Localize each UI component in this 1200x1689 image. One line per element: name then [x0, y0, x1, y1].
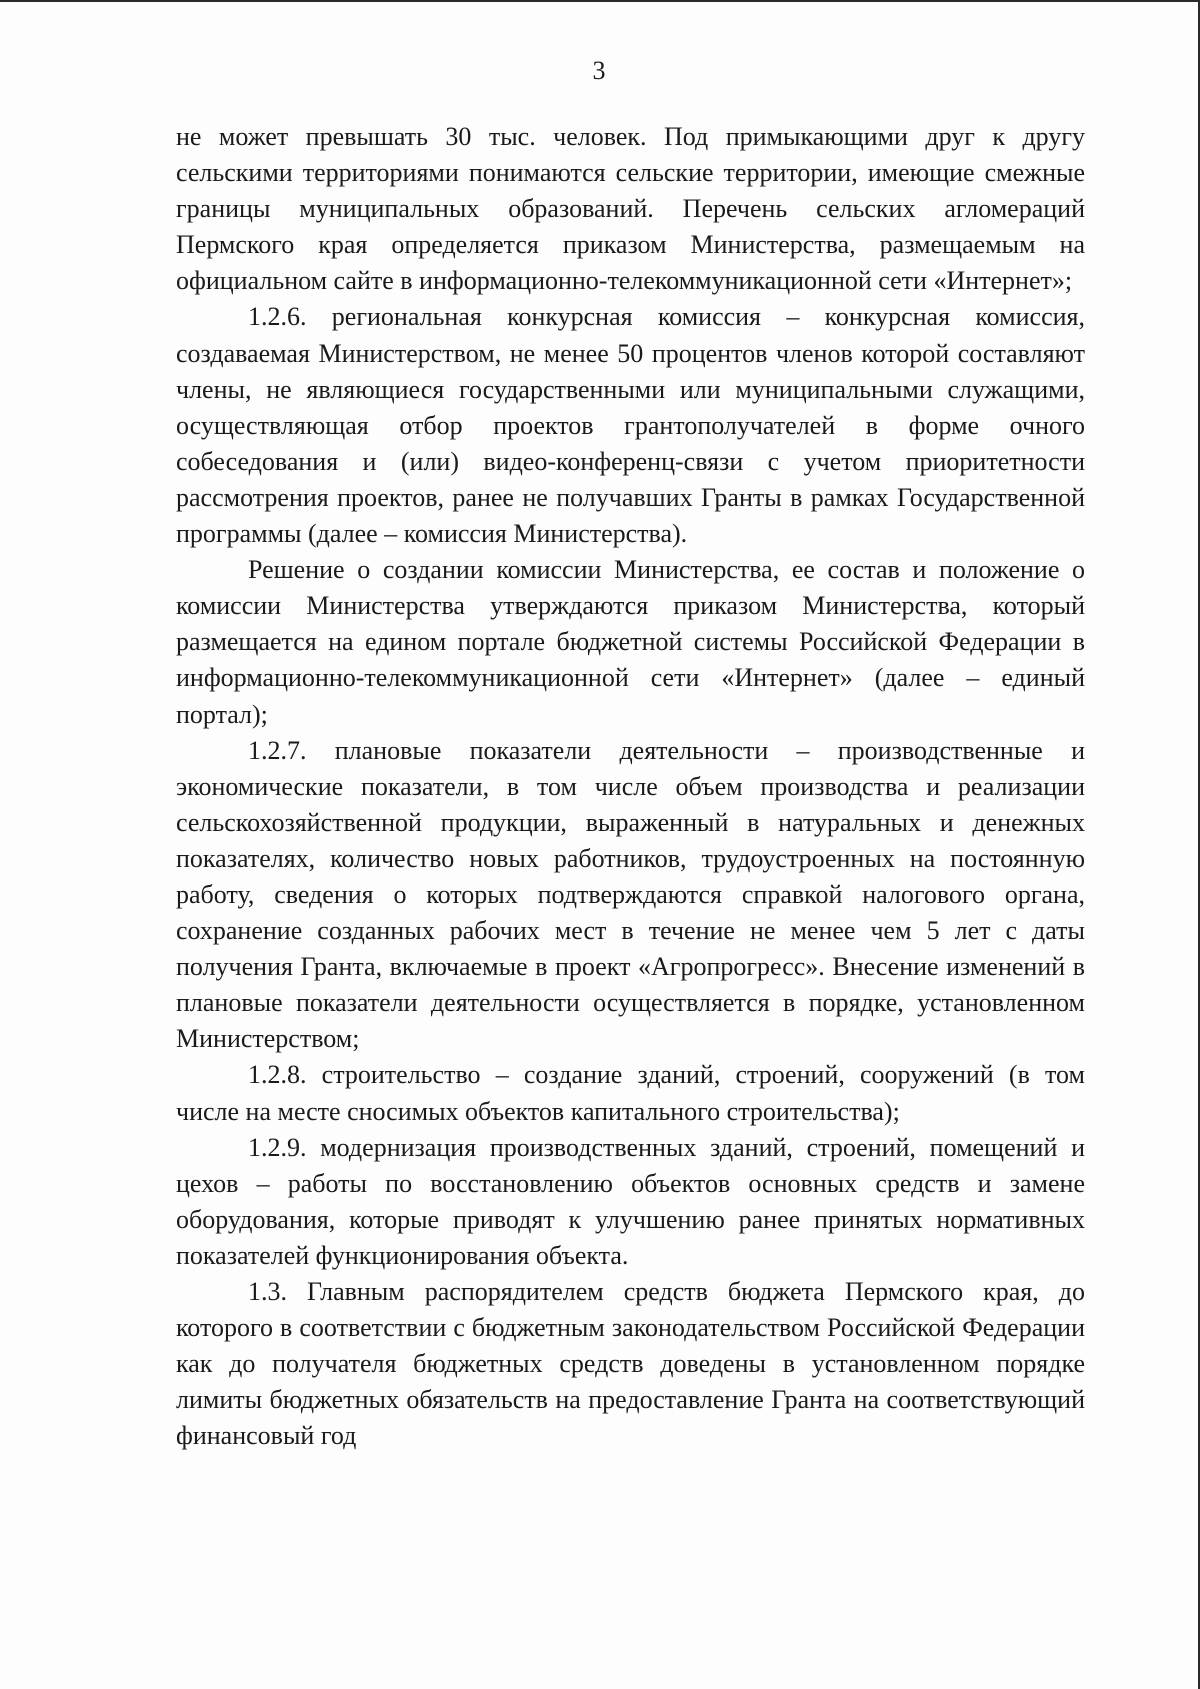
- paragraph-1-2-8: 1.2.8. строительство – создание зданий, строений, сооружений (в том числе на месте сносимых объектов капитального строительства);: [176, 1060, 1085, 1126]
- paragraph-1-2-6: 1.2.6. региональная конкурсная комиссия – конкурсная комиссия, создаваемая Министерством, не менее 50 процентов членов которой составляют члены, не являющиеся государственными или муниципальными служащими, осуществляющая отбор проектов грантополучателей в форме очного собеседования и (или) видео-конференц-связи с учетом приоритетности рассмотрения проектов, ранее не получавших Гранты в рамках Государственной программы (далее – комиссия Министерства).: [176, 302, 1085, 549]
- paragraph-1-2-7: 1.2.7. плановые показатели деятельности – производственные и экономические показатели, в том числе объем производства и реализации сельскохозяйственной продукции, выраженный в натуральных и денежных показателях, количество новых работников, трудоустроенных на постоянную работу, сведения о которых подтверждаются справкой налогового органа, сохранение созданных рабочих мест в течение не менее чем 5 лет с даты получения Гранта, включаемые в проект «Агропрогресс». Внесение изменений в плановые показатели деятельности осуществляется в порядке, установленном Министерством;: [176, 735, 1085, 1054]
- paragraph-1: не может превышать 30 тыс. человек. Под примыкающими друг к другу сельскими территориями понимаются сельские территории, имеющие смежные границы муниципальных образований. Перечень сельских агломераций Пермского края определяется приказом Министерства, размещаемым на официальном сайте в информационно-телекоммуникационной сети «Интернет»;: [176, 122, 1085, 296]
- document-body: [176, 119, 1085, 1454]
- paragraph-1-2-9: 1.2.9. модернизация производственных зданий, строений, помещений и цехов – работы по восстановлению объектов основных средств и замене оборудования, которые приводят к улучшению ранее принятых нормативных показателей функционирования объекта.: [176, 1132, 1085, 1270]
- page-number: 3: [592, 56, 606, 85]
- paragraph-1-3: 1.3. Главным распорядителем средств бюджета Пермского края, до которого в соответствии с бюджетным законодательством Российской Федерации как до получателя бюджетных средств доведены в установленном порядке лимиты бюджетных обязательств на предоставление Гранта на соответствующий финансовый год: [176, 1277, 1085, 1451]
- paragraph-commission-decision: Решение о создании комиссии Министерства, ее состав и положение о комиссии Министерства утверждаются приказом Министерства, который размещается на едином портале бюджетной системы Российской Федерации в информационно-телекоммуникационной сети «Интернет» (далее – единый портал);: [176, 555, 1085, 729]
